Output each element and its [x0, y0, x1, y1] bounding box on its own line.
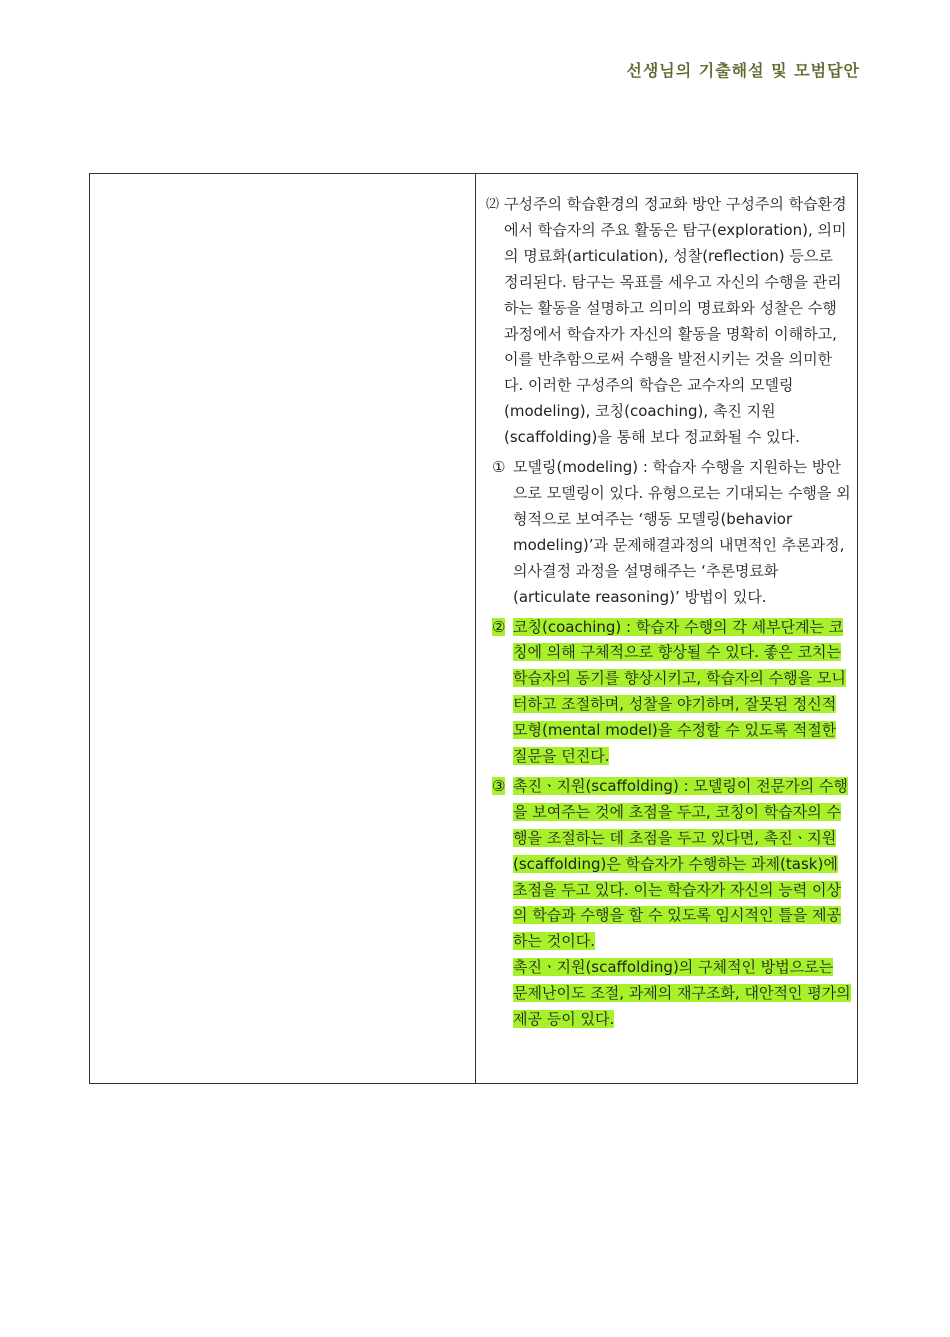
page-header-title: 선생님의 기출해설 및 모범답안: [626, 61, 860, 80]
answer-table: [89, 173, 858, 1084]
item-marker: ①: [492, 458, 506, 477]
item-marker: ③: [492, 776, 506, 795]
section-number: ⑵: [486, 197, 500, 212]
item-text: 촉진ㆍ지원(scaffolding) : 모델링이 전문가의 수행을 보여주는 것에 초점을 두고, 코칭이 학습자의 수행을 조절하는 데 초점을 두고 있다면, 촉진ㆍ지원(scaffolding)은 학습자가 수행하는 과제(task)에 초점을 두고 있다. 이는 학습자가 자신의 능력 이상의 학습과 수행을 할 수 있도록 임시적인 틀을 제공하는 것이다.: [513, 776, 848, 951]
item-text: 코칭(coaching) : 학습자 수행의 각 세부단계는 코칭에 의해 구체적으로 향상될 수 있다. 좋은 코치는 학습자의 동기를 향상시키고, 학습자의 수행을 모니터하고 조절하며, 성찰을 야기하며, 잘못된 정신적 모형(mental model)을 수정할 수 있도록 적절한 질문을 던진다.: [513, 617, 846, 766]
intro-text: 구성주의 학습환경의 정교화 방안 구성주의 학습환경에서 학습자의 주요 활동은 탐구(exploration), 의미의 명료화(articulation), 성찰(reflection) 등으로 정리된다. 탐구는 목표를 세우고 자신의 수행을 관리하는 활동을 설명하고 의미의 명료화와 성찰은 수행과정에서 학습자가 자신의 활동을 명확히 이해하고, 이를 반추함으로써 수행을 발전시키는 것을 의미한다. 이러한 구성주의 학습은 교수자의 모델링(modeling), 코칭(coaching), 촉진 지원(scaffolding)을 통해 보다 정교화될 수 있다.: [504, 195, 847, 447]
intro-paragraph: [486, 192, 851, 451]
item-text: 모델링(modeling) : 학습자 수행을 지원하는 방안으로 모델링이 있다. 유형으로는 기대되는 수행을 외형적으로 보여주는 ‘행동 모델링(behavior modeling)’과 문제해결과정의 내면적인 추론과정, 의사결정 과정을 설명해주는 ‘추론명료화(articulate reasoning)’ 방법이 있다.: [513, 458, 851, 606]
item-scaffolding: [486, 774, 851, 1033]
item-coaching: [486, 615, 851, 770]
item-modeling: [486, 455, 851, 610]
item-marker: ②: [492, 617, 506, 636]
item-text-continued: 촉진ㆍ지원(scaffolding)의 구체적인 방법으로는 문제난이도 조절, 과제의 재구조화, 대안적인 평가의 제공 등이 있다.: [513, 958, 851, 1029]
model-answer-cell: [476, 174, 857, 1083]
left-cell-empty: [90, 174, 476, 1083]
